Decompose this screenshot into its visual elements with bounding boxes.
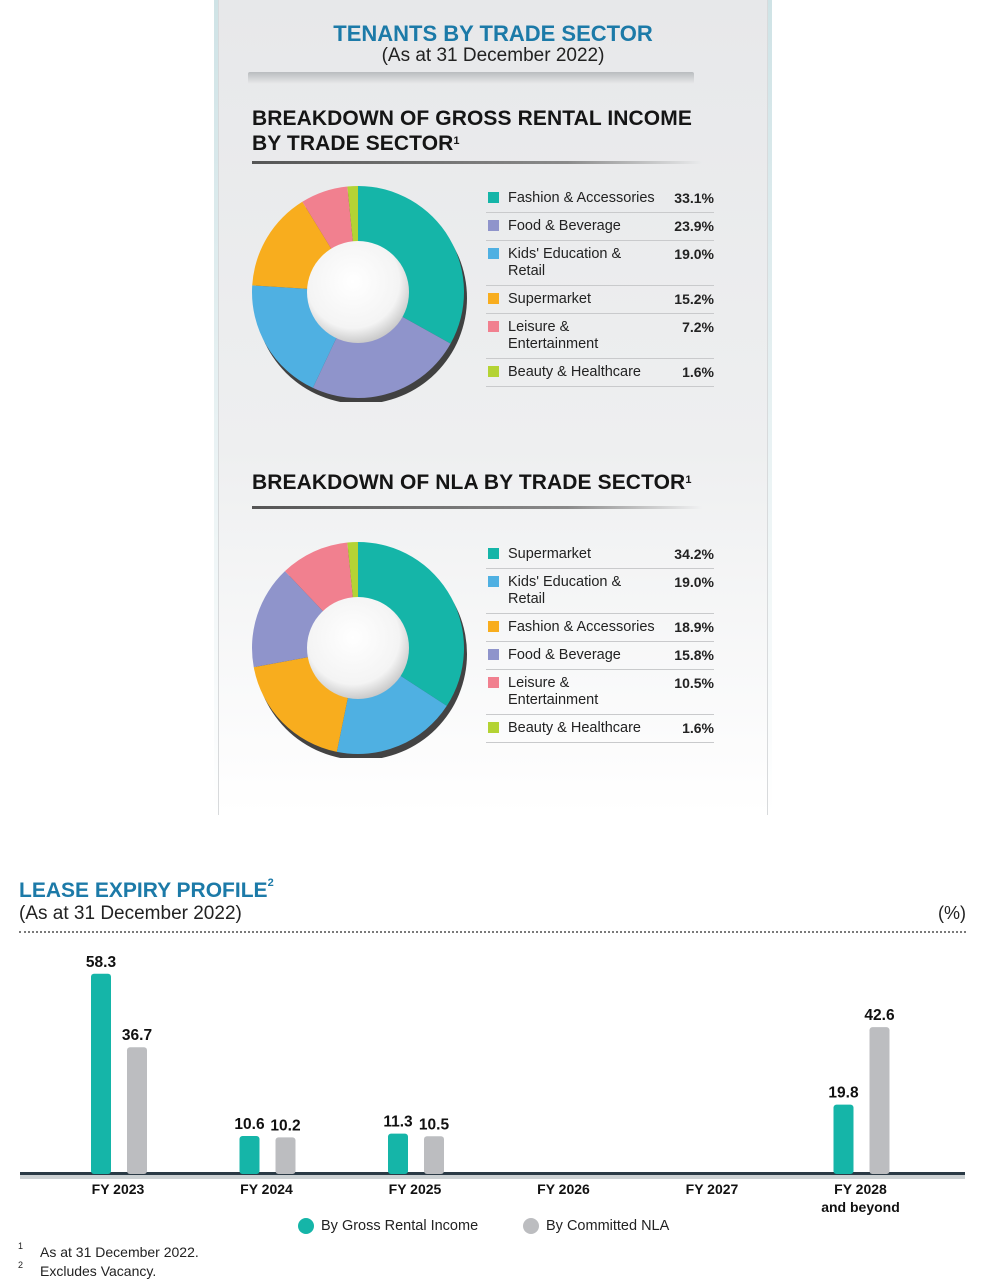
- bar-by-gross-rental-income-fy-2023: [91, 974, 111, 1174]
- gri-legend-row: [486, 187, 714, 213]
- gri-legend-row: [486, 213, 714, 241]
- nla-legend-label: Kids' Education & Retail: [508, 574, 622, 607]
- nla-title-rule: [252, 506, 702, 509]
- x-tick-label-fy-2023: FY 2023: [91, 1181, 145, 1197]
- gri-legend-row: [486, 286, 714, 314]
- bar-label-by-gross-rental-income-fy-2028-and-beyond: 19.8: [828, 1084, 859, 1102]
- nla-legend-label: Supermarket: [508, 546, 592, 562]
- x-tick-label-fy-2028: FY 2028: [834, 1181, 887, 1197]
- bar-label-by-gross-rental-income-fy-2024: 10.6: [234, 1115, 265, 1133]
- nla-legend-row: [486, 569, 714, 614]
- gri-legend-row: [486, 359, 714, 387]
- nla-legend-row: [486, 543, 714, 569]
- bar-label-by-committed-nla-fy-2024: 10.2: [270, 1117, 301, 1135]
- gri-title-line2: BY TRADE SECTOR$^1$: [252, 132, 460, 155]
- gri-legend-swatch: [488, 248, 499, 259]
- gri-legend-swatch: [488, 366, 499, 377]
- gri-legend-value: 1.6%: [682, 364, 714, 380]
- nla-legend-row: [486, 642, 714, 670]
- bar-by-committed-nla-fy-2024: [276, 1137, 296, 1174]
- gri-donut-hole: [307, 241, 409, 343]
- bar-by-gross-rental-income-fy-2024: [240, 1136, 260, 1174]
- nla-legend-label: Fashion & Accessories: [508, 619, 655, 635]
- nla-chart-title: BREAKDOWN OF NLA BY TRADE SECTOR$^1$: [252, 471, 692, 494]
- gri-donut-chart: [248, 182, 468, 402]
- nla-legend-value: 1.6%: [682, 720, 714, 736]
- title-underline: [248, 72, 694, 84]
- nla-legend-value: 10.5%: [674, 675, 714, 691]
- nla-legend-row: [486, 670, 714, 715]
- section-subtitle: (As at 31 December 2022): [381, 45, 605, 66]
- unit-label: (%): [938, 903, 966, 923]
- nla-legend-value: 34.2%: [674, 546, 714, 562]
- x-tick-label-fy-2025: FY 2025: [388, 1181, 442, 1197]
- nla-legend-swatch: [488, 722, 499, 733]
- dotted-divider: [19, 931, 966, 933]
- lease-expiry-title: LEASE EXPIRY PROFILE$^2$: [19, 877, 274, 902]
- gri-legend-value: 23.9%: [674, 218, 714, 234]
- nla-legend-row: [486, 715, 714, 743]
- bar-legend: [0, 1217, 1000, 1237]
- lease-expiry-subtitle: (As at 31 December 2022): [19, 903, 242, 924]
- gri-legend-value: 15.2%: [674, 291, 714, 307]
- gri-legend-label: Supermarket: [508, 291, 592, 307]
- gri-legend-label: Beauty & Healthcare: [508, 364, 641, 380]
- x-tick-label-fy-2026: FY 2026: [537, 1181, 590, 1197]
- bar-by-committed-nla-fy-2023: [127, 1047, 147, 1174]
- nla-donut-hole: [307, 597, 409, 699]
- gri-legend-label: Fashion & Accessories: [508, 190, 655, 206]
- bar-label-by-committed-nla-fy-2023: 36.7: [121, 1027, 153, 1045]
- gri-legend-swatch: [488, 220, 499, 231]
- nla-legend-row: [486, 614, 714, 642]
- gri-legend-value: 19.0%: [674, 246, 714, 262]
- bar-label-by-gross-rental-income-fy-2025: 11.3: [383, 1113, 413, 1131]
- nla-footnote-mark: 1: [685, 474, 692, 486]
- legend-label-nla: By Committed NLA: [546, 1218, 670, 1234]
- lease-footnote-mark: 2: [267, 877, 274, 889]
- nla-legend-label: Food & Beverage: [508, 647, 621, 663]
- nla-legend-swatch: [488, 621, 499, 632]
- gri-legend-row: [486, 314, 714, 359]
- gri-legend-label: Food & Beverage: [508, 218, 621, 234]
- gri-legend: [486, 187, 714, 387]
- bar-by-committed-nla-fy-2028-and-beyond: [870, 1027, 890, 1174]
- gri-title-line1: BREAKDOWN OF GROSS RENTAL INCOME: [252, 107, 692, 130]
- bar-label-by-gross-rental-income-fy-2023: 58.3: [85, 953, 117, 971]
- x-axis-baseline: [20, 1172, 965, 1175]
- nla-legend-swatch: [488, 548, 499, 559]
- gri-legend-swatch: [488, 321, 499, 332]
- gri-legend-value: 7.2%: [682, 319, 714, 335]
- x-tick-label-and-beyond: and beyond: [821, 1199, 900, 1215]
- gri-legend-value: 33.1%: [674, 190, 714, 206]
- gri-legend-label: Leisure & Entertainment: [508, 319, 599, 352]
- nla-donut-chart: [248, 538, 468, 758]
- nla-legend-value: 19.0%: [674, 574, 714, 590]
- x-axis-shadow: [20, 1175, 965, 1179]
- bar-label-by-committed-nla-fy-2028-and-beyond: 42.6: [864, 1007, 895, 1025]
- gri-footnote-mark: 1: [453, 135, 460, 147]
- legend-dot-gri: [298, 1218, 314, 1234]
- bar-label-by-committed-nla-fy-2025: 10.5: [418, 1116, 450, 1134]
- nla-legend-swatch: [488, 576, 499, 587]
- x-tick-label-fy-2024: FY 2024: [240, 1181, 293, 1197]
- gri-chart-title: [252, 106, 692, 156]
- gri-legend-label: Kids' Education & Retail: [508, 246, 622, 279]
- bar-by-committed-nla-fy-2025: [424, 1136, 444, 1174]
- nla-legend-swatch: [488, 649, 499, 660]
- gri-legend-swatch: [488, 192, 499, 203]
- legend-label-gri: By Gross Rental Income: [321, 1218, 479, 1234]
- gri-title-rule: [252, 161, 702, 164]
- x-tick-label-fy-2027: FY 2027: [685, 1181, 739, 1197]
- bar-by-gross-rental-income-fy-2025: [388, 1134, 408, 1174]
- nla-legend-value: 15.8%: [674, 647, 714, 663]
- nla-legend-label: Beauty & Healthcare: [508, 720, 641, 736]
- lease-expiry-bar-chart: [0, 940, 1000, 1230]
- legend-dot-nla: [523, 1218, 539, 1234]
- nla-legend: [486, 543, 714, 743]
- section-title: TENANTS BY TRADE SECTOR: [333, 21, 653, 46]
- nla-legend-value: 18.9%: [674, 619, 714, 635]
- gri-legend-swatch: [488, 293, 499, 304]
- nla-legend-label: Leisure & Entertainment: [508, 675, 599, 708]
- gri-legend-row: [486, 241, 714, 286]
- bar-by-gross-rental-income-fy-2028-and-beyond: [834, 1105, 854, 1174]
- nla-legend-swatch: [488, 677, 499, 688]
